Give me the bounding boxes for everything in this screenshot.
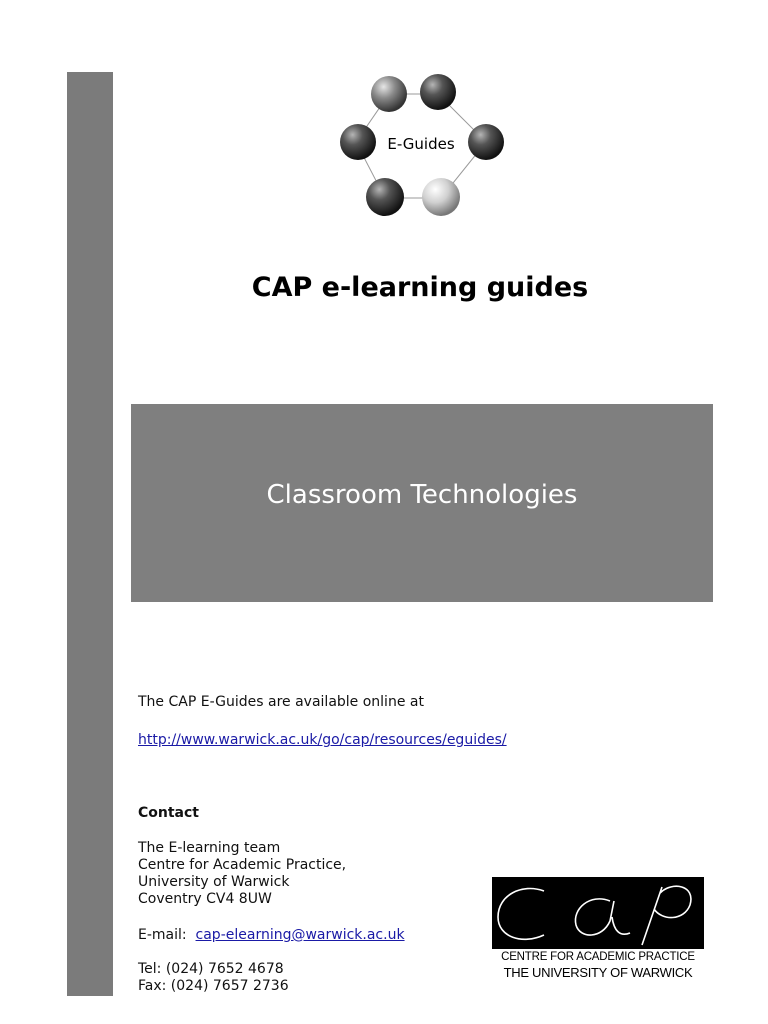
cap-logo-mark [492,877,704,949]
availability-text: The CAP E-Guides are available online at [138,694,424,710]
topic-banner [131,404,713,602]
address-line: Coventry CV4 8UW [138,891,272,907]
contact-address [138,840,346,908]
address-line: University of Warwick [138,874,290,890]
logo-sphere [371,76,407,112]
email-link[interactable]: cap-elearning@warwick.ac.uk [195,927,405,943]
fax-number: Fax: (024) 7657 2736 [138,978,289,994]
contact-heading: Contact [138,805,199,821]
logo-sphere [340,124,376,160]
cap-logo-university-text: THE UNIVERSITY OF WARWICK [503,965,693,980]
logo-sphere [422,178,460,216]
side-bar [67,72,113,996]
address-line: The E-learning team [138,840,281,856]
e-guides-logo [334,70,512,222]
logo-sphere [468,124,504,160]
topic-title: Classroom Technologies [266,480,578,510]
logo-label: E-Guides [387,135,455,153]
cap-logo-centre-text: CENTRE FOR ACADEMIC PRACTICE [501,951,695,963]
email-row [138,927,405,944]
document-title: CAP e-learning guides [251,272,589,303]
logo-sphere [366,178,404,216]
email-label: E-mail: [138,927,187,943]
cap-logo [492,877,704,983]
address-line: Centre for Academic Practice, [138,857,347,873]
logo-sphere [420,74,456,110]
phone-number: Tel: (024) 7652 4678 [138,961,284,977]
eguides-url-link[interactable]: http://www.warwick.ac.uk/go/cap/resources/eguides/ [138,732,507,748]
cap-monogram-icon [492,877,704,949]
